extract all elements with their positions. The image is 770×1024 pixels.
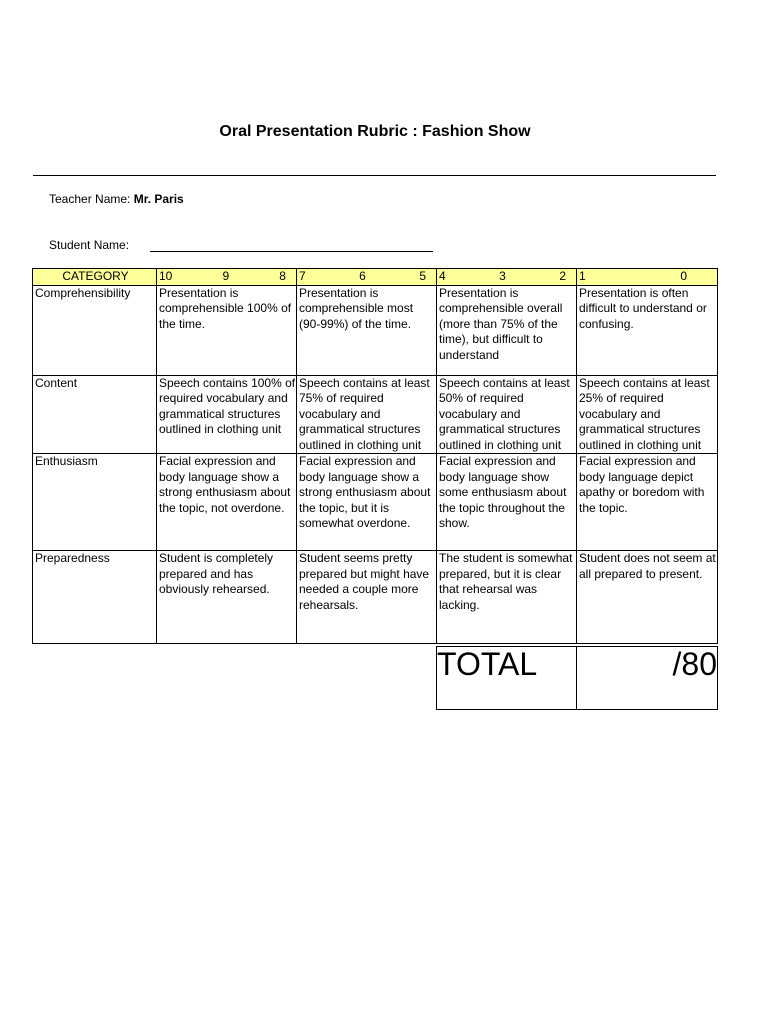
category-cell: Enthusiasm	[33, 454, 157, 551]
score-label: 7	[299, 269, 306, 283]
rubric-row-content	[33, 375, 718, 454]
criteria-cell: Student does not seem at all prepared to present.	[577, 551, 718, 644]
total-table	[436, 646, 718, 710]
score-label: 4	[439, 269, 446, 283]
rubric-header-row	[33, 269, 718, 286]
criteria-cell: Speech contains at least 50% of required vocabulary and grammatical structures outlined in clothing unit	[437, 375, 577, 454]
teacher-name-value: Mr. Paris	[133, 192, 184, 206]
score-label: 1	[579, 269, 586, 283]
criteria-cell: Student seems pretty prepared but might have needed a couple more rehearsals.	[297, 551, 437, 644]
teacher-name-label: Teacher Name:	[49, 192, 134, 206]
score-header-7-5	[297, 269, 437, 286]
criteria-cell: Presentation is comprehensible most (90-99%) of the time.	[297, 285, 437, 375]
rubric-row-comprehensibility	[33, 285, 718, 375]
criteria-cell: Speech contains at least 25% of required vocabulary and grammatical structures outlined in clothing unit	[577, 375, 718, 454]
title-divider	[33, 175, 716, 176]
criteria-cell: The student is somewhat prepared, but it is clear that rehearsal was lacking.	[437, 551, 577, 644]
score-label: 2	[559, 269, 566, 283]
student-name-label: Student Name:	[49, 238, 130, 252]
score-label: 3	[499, 269, 506, 283]
score-label: 8	[279, 269, 286, 283]
criteria-cell: Facial expression and body language show a strong enthusiasm about the topic, not overdone.	[157, 454, 297, 551]
score-label: 9	[222, 269, 230, 283]
criteria-cell: Presentation is comprehensible 100% of the time.	[157, 285, 297, 375]
score-header-4-2	[437, 269, 577, 286]
rubric-row-preparedness	[33, 551, 718, 644]
criteria-cell: Speech contains at least 75% of required vocabulary and grammatical structures outlined in clothing unit	[297, 375, 437, 454]
rubric-table	[32, 268, 718, 644]
criteria-cell: Presentation is often difficult to understand or confusing.	[577, 285, 718, 375]
score-label: 5	[419, 269, 426, 283]
score-label: 0	[680, 269, 687, 283]
category-cell: Content	[33, 375, 157, 454]
total-row	[437, 647, 718, 710]
criteria-cell: Facial expression and body language depict apathy or boredom with the topic.	[577, 454, 718, 551]
score-label: 10	[159, 269, 173, 283]
criteria-cell: Presentation is comprehensible overall (more than 75% of the time), but difficult to understand	[437, 285, 577, 375]
document-title: Oral Presentation Rubric : Fashion Show	[219, 123, 531, 140]
criteria-cell: Facial expression and body language show a strong enthusiasm about the topic, but it is somewhat overdone.	[297, 454, 437, 551]
category-cell: Comprehensibility	[33, 285, 157, 375]
rubric-row-enthusiasm	[33, 454, 718, 551]
total-score-field[interactable]: /80	[577, 647, 718, 710]
score-label: 6	[359, 269, 366, 283]
teacher-name-line	[49, 192, 184, 206]
category-header: CATEGORY	[33, 269, 157, 286]
score-header-1-0	[577, 269, 718, 286]
criteria-cell: Student is completely prepared and has obviously rehearsed.	[157, 551, 297, 644]
student-name-field[interactable]	[150, 251, 433, 252]
criteria-cell: Facial expression and body language show some enthusiasm about the topic throughout the show.	[437, 454, 577, 551]
criteria-cell: Speech contains 100% of required vocabulary and grammatical structures outlined in clothing unit	[157, 375, 297, 454]
total-label: TOTAL	[437, 647, 577, 710]
category-cell: Preparedness	[33, 551, 157, 644]
score-header-10-8	[157, 269, 297, 286]
